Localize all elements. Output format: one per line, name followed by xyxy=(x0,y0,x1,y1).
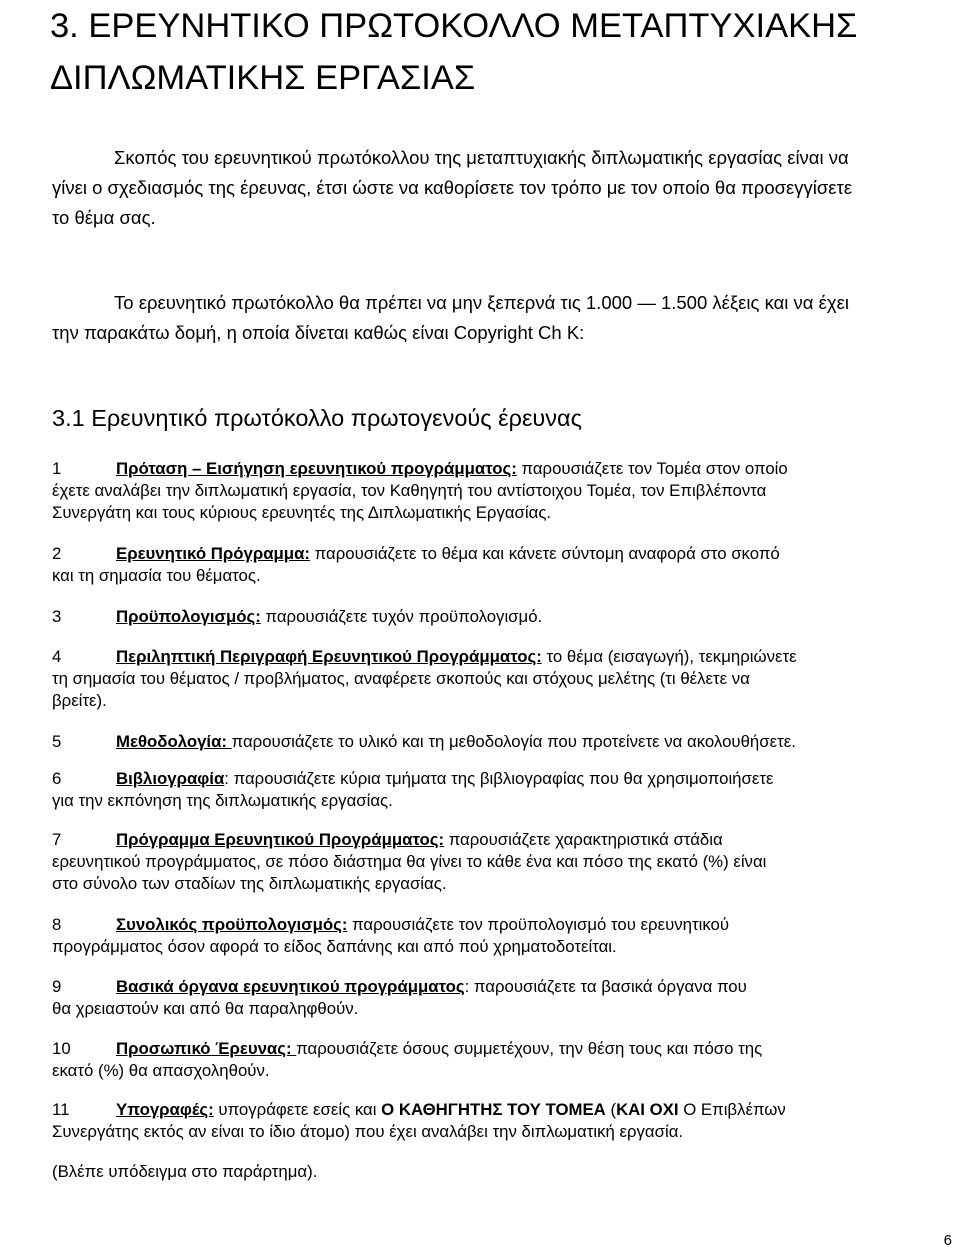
item-text: παρουσιάζετε όσους συμμετέχουν, την θέση τους και πόσο της xyxy=(296,1039,763,1058)
chapter-title-line-1: 3. ΕΡΕΥΝΗΤΙΚΟ ΠΡΩΤΟΚΟΛΛΟ ΜΕΤΑΠΤΥΧΙΑΚΗΣ xyxy=(50,7,858,45)
item-text: εκατό (%) θα απασχοληθούν. xyxy=(52,1061,270,1080)
intro-p1-line-2: γίνει ο σχεδιασμός της έρευνας, έτσι ώστε να καθορίσετε τον τρόπο με τον οποίο θα προσεγγίσετε xyxy=(52,177,853,198)
item-number: 2 xyxy=(52,544,62,563)
item-emphasis: Ο ΚΑΘΗΓΗΤΗΣ ΤΟΥ ΤΟΜΕΑ xyxy=(381,1100,606,1119)
item-number: 11 xyxy=(52,1100,70,1119)
item-text: παρουσιάζετε χαρακτηριστικά στάδια xyxy=(444,830,723,849)
protocol-item-5 xyxy=(52,731,957,753)
protocol-item-3 xyxy=(52,606,957,628)
protocol-item-6 xyxy=(52,768,957,812)
item-text: παρουσιάζετε τον Τομέα στον οποίο xyxy=(516,459,788,478)
closing-note: (Βλέπε υπόδειγμα στο παράρτημα). xyxy=(52,1162,318,1181)
item-text: παρουσιάζετε το υλικό και τη μεθοδολογία που προτείνετε να ακολουθήσετε. xyxy=(231,732,796,751)
intro-paragraph-1 xyxy=(52,143,952,233)
intro-p2-line-1: Το ερευνητικό πρωτόκολλο θα πρέπει να μην ξεπερνά τις 1.000 — 1.500 λέξεις και να έχει xyxy=(114,292,849,313)
item-text: βρείτε). xyxy=(52,691,107,710)
intro-p1-line-3: το θέμα σας. xyxy=(52,207,156,228)
protocol-item-8 xyxy=(52,914,957,958)
item-text: στο σύνολο των σταδίων της διπλωματικής εργασίας. xyxy=(52,874,447,893)
item-text: Συνεργάτη και τους κύριους ερευνητές της Διπλωματικής Εργασίας. xyxy=(52,503,552,522)
section-heading: 3.1 Ερευνητικό πρωτόκολλο πρωτογενούς έρευνας xyxy=(52,405,582,431)
item-term: Περιληπτική Περιγραφή Ερευνητικού Προγράμματος: xyxy=(116,647,542,666)
item-term: Πρόγραμμα Ερευνητικού Προγράμματος: xyxy=(116,830,445,849)
item-text: υπογράφετε εσείς και xyxy=(213,1100,382,1119)
item-number: 10 xyxy=(52,1039,71,1058)
item-text: και τη σημασία του θέματος. xyxy=(52,566,261,585)
protocol-item-10 xyxy=(52,1038,957,1082)
item-text: παρουσιάζετε τυχόν προϋπολογισμό. xyxy=(260,607,543,626)
item-text: Ο Επιβλέπων xyxy=(678,1100,786,1119)
item-number: 5 xyxy=(52,732,62,751)
item-term: Ερευνητικό Πρόγραμμα: xyxy=(116,544,310,563)
intro-p1-line-1: Σκοπός του ερευνητικού πρωτόκολλου της μεταπτυχιακής διπλωματικής εργασίας είναι να xyxy=(114,147,849,168)
item-term: Προσωπικό Έρευνας: xyxy=(116,1039,297,1058)
item-text: ερευνητικού προγράμματος, σε πόσο διάστημα θα γίνει το κάθε ένα και πόσο της εκατό (%) είναι xyxy=(52,852,767,871)
item-text: το θέμα (εισαγωγή), τεκμηριώνετε xyxy=(541,647,797,666)
item-term: Υπογραφές: xyxy=(116,1100,214,1119)
item-text: έχετε αναλάβει την διπλωματική εργασία, τον Καθηγητή του αντίστοιχου Τομέα, τον Επιβλέποντα xyxy=(52,481,767,500)
item-emphasis: ΚΑΙ ΟΧΙ xyxy=(616,1100,679,1119)
item-number: 9 xyxy=(52,977,62,996)
item-text: για την εκπόνηση της διπλωματικής εργασίας. xyxy=(52,791,393,810)
protocol-item-7 xyxy=(52,829,957,895)
item-term: Πρόταση – Εισήγηση ερευνητικού προγράμματος: xyxy=(116,459,517,478)
protocol-item-1 xyxy=(52,458,957,524)
item-text: : παρουσιάζετε τα βασικά όργανα που xyxy=(464,977,747,996)
item-text: θα χρειαστούν και από θα παραληφθούν. xyxy=(52,999,359,1018)
item-text: Συνεργάτης εκτός αν είναι το ίδιο άτομο) που έχει αναλάβει την διπλωματική εργασία. xyxy=(52,1122,684,1141)
protocol-item-2 xyxy=(52,543,957,587)
item-number: 6 xyxy=(52,769,62,788)
item-text: ( xyxy=(605,1100,617,1119)
item-term: Προϋπολογισμός: xyxy=(116,607,261,626)
intro-paragraph-2 xyxy=(52,288,952,348)
item-number: 4 xyxy=(52,647,62,666)
item-number: 1 xyxy=(52,459,62,478)
protocol-item-9 xyxy=(52,976,957,1020)
chapter-title xyxy=(50,0,950,104)
item-term: Συνολικός προϋπολογισμός: xyxy=(116,915,348,934)
item-text: τη σημασία του θέματος / προβλήματος, αναφέρετε σκοπούς και στόχους μελέτης (τι θέλετε να xyxy=(52,669,750,688)
chapter-title-line-2: ΔΙΠΛΩΜΑΤΙΚΗΣ ΕΡΓΑΣΙΑΣ xyxy=(50,59,476,97)
item-term: Μεθοδολογία: xyxy=(116,732,232,751)
item-number: 3 xyxy=(52,607,62,626)
item-term: Βασικά όργανα ερευνητικού προγράμματος xyxy=(116,977,465,996)
item-text: προγράμματος όσον αφορά το είδος δαπάνης και από πού χρηματοδοτείται. xyxy=(52,937,617,956)
protocol-item-11 xyxy=(52,1099,957,1143)
intro-p2-line-2: την παρακάτω δομή, η οποία δίνεται καθώς είναι Copyright Ch K: xyxy=(52,322,585,343)
item-number: 7 xyxy=(52,830,62,849)
item-text: : παρουσιάζετε κύρια τμήματα της βιβλιογραφίας που θα χρησιμοποιήσετε xyxy=(224,769,774,788)
protocol-item-4 xyxy=(52,646,957,712)
item-text: παρουσιάζετε το θέμα και κάνετε σύντομη αναφορά στο σκοπό xyxy=(309,544,780,563)
page-number: 6 xyxy=(943,1232,952,1249)
item-text: παρουσιάζετε τον προϋπολογισμό του ερευνητικού xyxy=(347,915,730,934)
item-number: 8 xyxy=(52,915,62,934)
item-term: Βιβλιογραφία xyxy=(116,769,225,788)
